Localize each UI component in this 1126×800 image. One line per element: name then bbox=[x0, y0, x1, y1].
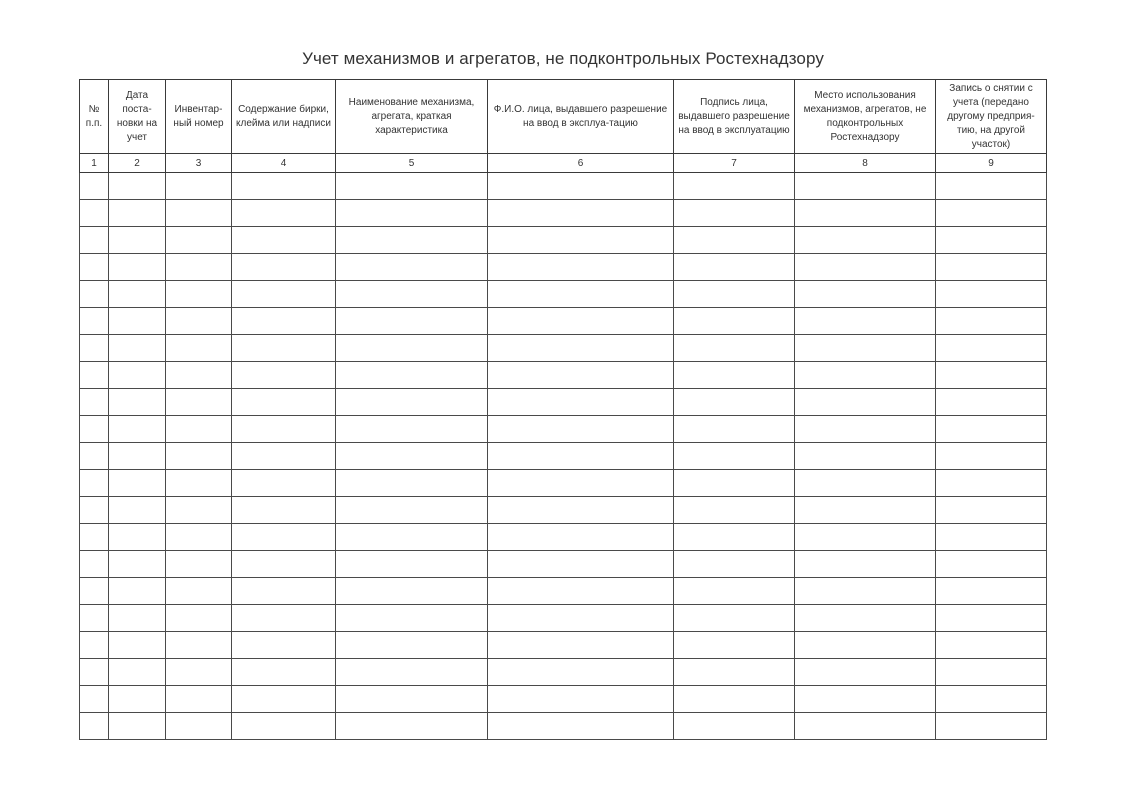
table-cell bbox=[232, 578, 336, 605]
table-cell bbox=[80, 308, 109, 335]
column-number: 3 bbox=[166, 154, 232, 173]
table-cell bbox=[336, 308, 488, 335]
table-cell bbox=[795, 173, 936, 200]
table-cell bbox=[674, 308, 795, 335]
table-cell bbox=[488, 578, 674, 605]
table-cell bbox=[80, 254, 109, 281]
table-cell bbox=[488, 254, 674, 281]
table-cell bbox=[232, 416, 336, 443]
table-cell bbox=[336, 173, 488, 200]
column-number: 4 bbox=[232, 154, 336, 173]
column-number: 7 bbox=[674, 154, 795, 173]
table-cell bbox=[936, 551, 1047, 578]
table-cell bbox=[795, 443, 936, 470]
table-cell bbox=[674, 470, 795, 497]
table-cell bbox=[166, 524, 232, 551]
table-cell bbox=[109, 632, 166, 659]
table-cell bbox=[795, 659, 936, 686]
table-cell bbox=[166, 389, 232, 416]
table-cell bbox=[336, 227, 488, 254]
table-cell bbox=[166, 227, 232, 254]
table-cell bbox=[336, 335, 488, 362]
table-row bbox=[80, 578, 1047, 605]
table-cell bbox=[336, 551, 488, 578]
table-cell bbox=[109, 605, 166, 632]
table-cell bbox=[674, 686, 795, 713]
table-cell bbox=[336, 605, 488, 632]
table-cell bbox=[336, 713, 488, 740]
header-cell-tag-content: Содержание бирки, клейма или надписи bbox=[232, 80, 336, 154]
table-cell bbox=[166, 335, 232, 362]
header-cell-inventory-number: Инвентар-ный номер bbox=[166, 80, 232, 154]
table-cell bbox=[80, 443, 109, 470]
table-cell bbox=[109, 389, 166, 416]
table-cell bbox=[232, 686, 336, 713]
table-cell bbox=[488, 200, 674, 227]
table-cell bbox=[936, 605, 1047, 632]
table-cell bbox=[936, 254, 1047, 281]
table-cell bbox=[795, 632, 936, 659]
table-cell bbox=[488, 551, 674, 578]
header-cell-registration-date: Дата поста-новки на учет bbox=[109, 80, 166, 154]
table-cell bbox=[936, 227, 1047, 254]
table-row bbox=[80, 416, 1047, 443]
table-cell bbox=[795, 713, 936, 740]
column-number: 8 bbox=[795, 154, 936, 173]
table-cell bbox=[336, 632, 488, 659]
table-cell bbox=[232, 659, 336, 686]
table-cell bbox=[488, 524, 674, 551]
table-cell bbox=[166, 308, 232, 335]
table-cell bbox=[109, 227, 166, 254]
table-cell bbox=[488, 713, 674, 740]
table-cell bbox=[232, 524, 336, 551]
table-cell bbox=[166, 416, 232, 443]
table-cell bbox=[488, 605, 674, 632]
column-number: 2 bbox=[109, 154, 166, 173]
table-cell bbox=[336, 578, 488, 605]
table-cell bbox=[80, 686, 109, 713]
table-cell bbox=[166, 200, 232, 227]
table-cell bbox=[232, 389, 336, 416]
column-number: 6 bbox=[488, 154, 674, 173]
table-cell bbox=[936, 632, 1047, 659]
table-cell bbox=[80, 335, 109, 362]
table-cell bbox=[488, 470, 674, 497]
table-cell bbox=[109, 578, 166, 605]
table-cell bbox=[232, 308, 336, 335]
table-cell bbox=[109, 254, 166, 281]
table-cell bbox=[109, 470, 166, 497]
table-cell bbox=[936, 659, 1047, 686]
table-cell bbox=[166, 173, 232, 200]
table-cell bbox=[336, 443, 488, 470]
table-cell bbox=[936, 389, 1047, 416]
table-cell bbox=[674, 389, 795, 416]
header-cell-mechanism-name: Наименование механизма, агрегата, краткая характеристика bbox=[336, 80, 488, 154]
table-cell bbox=[166, 254, 232, 281]
table-row bbox=[80, 659, 1047, 686]
table-cell bbox=[166, 362, 232, 389]
table-cell bbox=[674, 362, 795, 389]
table-cell bbox=[336, 200, 488, 227]
table-cell bbox=[488, 686, 674, 713]
table-cell bbox=[232, 227, 336, 254]
table-cell bbox=[80, 578, 109, 605]
table-cell bbox=[109, 335, 166, 362]
table-cell bbox=[336, 659, 488, 686]
table-cell bbox=[488, 416, 674, 443]
table-row bbox=[80, 173, 1047, 200]
table-cell bbox=[488, 173, 674, 200]
table-row bbox=[80, 308, 1047, 335]
table-cell bbox=[80, 659, 109, 686]
table-cell bbox=[80, 497, 109, 524]
table-cell bbox=[488, 308, 674, 335]
table-cell bbox=[232, 605, 336, 632]
table-cell bbox=[80, 227, 109, 254]
table-cell bbox=[109, 362, 166, 389]
table-cell bbox=[109, 524, 166, 551]
table-cell bbox=[795, 578, 936, 605]
table-row bbox=[80, 362, 1047, 389]
header-cell-authorizer-name: Ф.И.О. лица, выдавшего разрешение на ввод в эксплуа-тацию bbox=[488, 80, 674, 154]
table-cell bbox=[674, 173, 795, 200]
header-cell-usage-location: Место использования механизмов, агрегатов, не подконтрольных Ростехнадзору bbox=[795, 80, 936, 154]
page-title: Учет механизмов и агрегатов, не подконтрольных Ростехнадзору bbox=[302, 49, 824, 68]
table-row bbox=[80, 254, 1047, 281]
table-row bbox=[80, 632, 1047, 659]
table-cell bbox=[166, 605, 232, 632]
header-cell-authorizer-signature: Подпись лица, выдавшего разрешение на ввод в эксплуатацию bbox=[674, 80, 795, 154]
table-cell bbox=[232, 497, 336, 524]
table-cell bbox=[109, 200, 166, 227]
table-cell bbox=[80, 605, 109, 632]
table-cell bbox=[795, 308, 936, 335]
table-cell bbox=[109, 173, 166, 200]
table-cell bbox=[80, 173, 109, 200]
table-cell bbox=[488, 632, 674, 659]
table-cell bbox=[795, 254, 936, 281]
table-cell bbox=[674, 524, 795, 551]
table-cell bbox=[109, 713, 166, 740]
table-cell bbox=[232, 470, 336, 497]
table-cell bbox=[166, 497, 232, 524]
table-row bbox=[80, 227, 1047, 254]
table-cell bbox=[674, 713, 795, 740]
table-cell bbox=[795, 605, 936, 632]
table-cell bbox=[674, 632, 795, 659]
table-cell bbox=[674, 443, 795, 470]
table-cell bbox=[674, 227, 795, 254]
table-row bbox=[80, 551, 1047, 578]
table-cell bbox=[795, 416, 936, 443]
table-cell bbox=[166, 632, 232, 659]
table-cell bbox=[80, 713, 109, 740]
table-cell bbox=[232, 200, 336, 227]
table-cell bbox=[795, 335, 936, 362]
column-number: 1 bbox=[80, 154, 109, 173]
table-cell bbox=[80, 632, 109, 659]
table-row bbox=[80, 497, 1047, 524]
table-cell bbox=[488, 362, 674, 389]
table-cell bbox=[674, 254, 795, 281]
table-cell bbox=[109, 281, 166, 308]
table-cell bbox=[80, 416, 109, 443]
table-cell bbox=[109, 416, 166, 443]
table-cell bbox=[488, 659, 674, 686]
table-cell bbox=[674, 605, 795, 632]
table-cell bbox=[232, 713, 336, 740]
table-cell bbox=[795, 389, 936, 416]
table-cell bbox=[674, 659, 795, 686]
table-cell bbox=[795, 200, 936, 227]
table-cell bbox=[936, 173, 1047, 200]
table-row bbox=[80, 470, 1047, 497]
table-cell bbox=[166, 578, 232, 605]
table-row bbox=[80, 443, 1047, 470]
table-cell bbox=[232, 281, 336, 308]
table-cell bbox=[336, 416, 488, 443]
header-row bbox=[80, 80, 1047, 154]
table-cell bbox=[936, 281, 1047, 308]
table-cell bbox=[936, 578, 1047, 605]
table-row bbox=[80, 524, 1047, 551]
table-cell bbox=[232, 335, 336, 362]
table-cell bbox=[936, 524, 1047, 551]
header-cell-row-number: № п.п. bbox=[80, 80, 109, 154]
table-cell bbox=[232, 551, 336, 578]
table-cell bbox=[674, 416, 795, 443]
table-row bbox=[80, 713, 1047, 740]
table-row bbox=[80, 605, 1047, 632]
table-cell bbox=[336, 470, 488, 497]
table-cell bbox=[795, 497, 936, 524]
table-cell bbox=[166, 551, 232, 578]
table-cell bbox=[488, 335, 674, 362]
table-cell bbox=[336, 362, 488, 389]
table-cell bbox=[232, 632, 336, 659]
table-cell bbox=[109, 443, 166, 470]
table-row bbox=[80, 686, 1047, 713]
table-cell bbox=[674, 551, 795, 578]
table-cell bbox=[488, 497, 674, 524]
table-cell bbox=[109, 308, 166, 335]
table-cell bbox=[336, 281, 488, 308]
table-cell bbox=[674, 200, 795, 227]
table-cell bbox=[674, 335, 795, 362]
column-number-row bbox=[80, 154, 1047, 173]
table-cell bbox=[109, 659, 166, 686]
table-cell bbox=[795, 551, 936, 578]
column-number: 5 bbox=[336, 154, 488, 173]
table-cell bbox=[795, 227, 936, 254]
table-cell bbox=[488, 227, 674, 254]
table-body bbox=[80, 173, 1047, 740]
table-cell bbox=[936, 470, 1047, 497]
table-cell bbox=[795, 281, 936, 308]
table-cell bbox=[166, 281, 232, 308]
table-cell bbox=[232, 254, 336, 281]
table-cell bbox=[166, 659, 232, 686]
table-cell bbox=[166, 686, 232, 713]
table-cell bbox=[488, 281, 674, 308]
table-cell bbox=[336, 524, 488, 551]
table-cell bbox=[232, 443, 336, 470]
header-cell-deregistration-note: Запись о снятии с учета (передано другому предприя-тию, на другой участок) bbox=[936, 80, 1047, 154]
table-cell bbox=[80, 389, 109, 416]
table-cell bbox=[488, 389, 674, 416]
table-cell bbox=[936, 362, 1047, 389]
table-cell bbox=[80, 551, 109, 578]
table-cell bbox=[80, 524, 109, 551]
table-cell bbox=[936, 443, 1047, 470]
table-cell bbox=[795, 470, 936, 497]
table-row bbox=[80, 335, 1047, 362]
table-cell bbox=[674, 281, 795, 308]
table-cell bbox=[936, 200, 1047, 227]
table-cell bbox=[80, 281, 109, 308]
table-cell bbox=[936, 713, 1047, 740]
table-cell bbox=[232, 362, 336, 389]
table-cell bbox=[795, 524, 936, 551]
table-cell bbox=[109, 686, 166, 713]
table-cell bbox=[336, 254, 488, 281]
table-cell bbox=[80, 362, 109, 389]
table-cell bbox=[336, 686, 488, 713]
table-cell bbox=[936, 308, 1047, 335]
table-cell bbox=[936, 416, 1047, 443]
table-cell bbox=[336, 389, 488, 416]
table-cell bbox=[795, 362, 936, 389]
table-cell bbox=[336, 497, 488, 524]
table-cell bbox=[80, 200, 109, 227]
table-cell bbox=[109, 497, 166, 524]
table-cell bbox=[674, 578, 795, 605]
table-cell bbox=[936, 497, 1047, 524]
column-number: 9 bbox=[936, 154, 1047, 173]
table-cell bbox=[936, 686, 1047, 713]
registry-table bbox=[79, 79, 1047, 740]
table-cell bbox=[166, 470, 232, 497]
table-row bbox=[80, 389, 1047, 416]
table-cell bbox=[166, 443, 232, 470]
table-cell bbox=[166, 713, 232, 740]
table-cell bbox=[109, 551, 166, 578]
table-cell bbox=[80, 470, 109, 497]
table-cell bbox=[232, 173, 336, 200]
table-row bbox=[80, 281, 1047, 308]
table-row bbox=[80, 200, 1047, 227]
table-cell bbox=[795, 686, 936, 713]
table-cell bbox=[936, 335, 1047, 362]
table-cell bbox=[674, 497, 795, 524]
table-cell bbox=[488, 443, 674, 470]
